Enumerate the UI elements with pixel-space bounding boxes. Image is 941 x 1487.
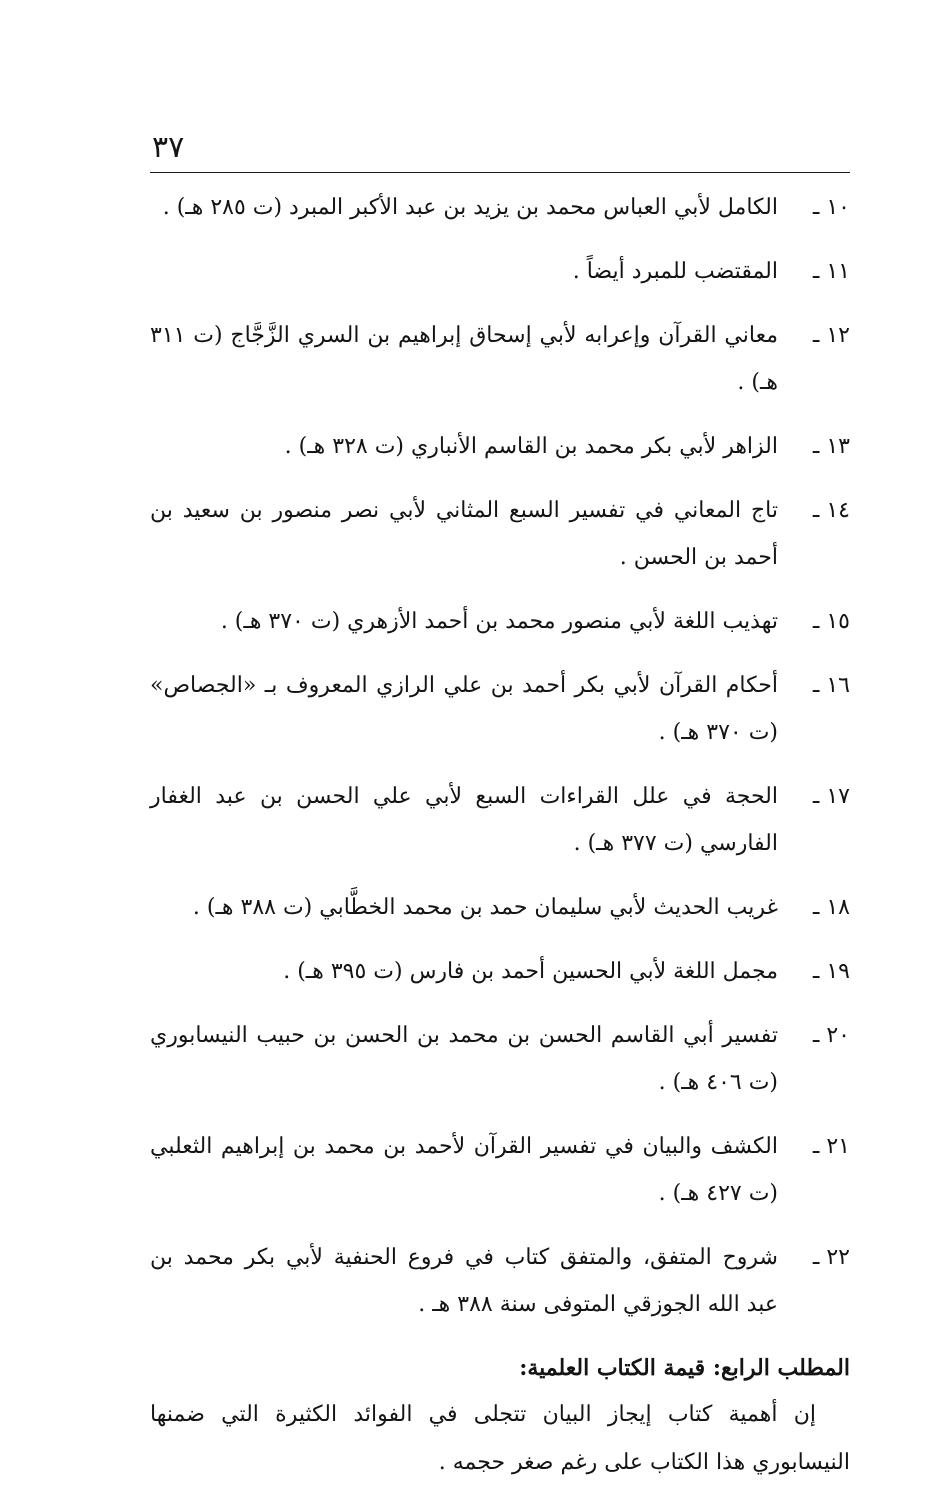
- item-number: ١١ ـ: [812, 259, 850, 284]
- item-text: تهذيب اللغة لأبي منصور محمد بن أحمد الأزهري (ت ٣٧٠ هـ) .: [220, 609, 778, 634]
- page-number: ٣٧: [152, 130, 185, 165]
- item-number: ١٣ ـ: [812, 434, 850, 459]
- item-number: ١٨ ـ: [812, 895, 850, 920]
- list-item: [150, 248, 850, 295]
- list-item: [150, 662, 850, 756]
- item-text: الكشف والبيان في تفسير القرآن لأحمد بن محمد بن إبراهيم الثعلبي (ت ٤٢٧ هـ) .: [150, 1134, 778, 1206]
- item-text: مجمل اللغة لأبي الحسين أحمد بن فارس (ت ٣٩٥ هـ) .: [283, 959, 778, 984]
- list-item: [150, 948, 850, 995]
- item-number: ١٠ ـ: [812, 195, 850, 220]
- item-number: ١٥ ـ: [812, 609, 850, 634]
- list-item: [150, 884, 850, 931]
- item-number: ١٤ ـ: [812, 498, 850, 523]
- body-paragraph: إن أهمية كتاب إيجاز البيان تتجلى في الفوائد الكثيرة التي ضمنها النيسابوري هذا الكتاب على رغم صغر حجمه .: [150, 1402, 850, 1475]
- item-text: الحجة في علل القراءات السبع لأبي علي الحسن بن عبد الغفار الفارسي (ت ٣٧٧ هـ) .: [150, 784, 778, 856]
- list-item: [150, 312, 850, 406]
- item-text: شروح المتفق، والمتفق كتاب في فروع الحنفية لأبي بكر محمد بن عبد الله الجوزقي المتوفى سنة ٣٨٨ هـ .: [150, 1245, 778, 1317]
- list-item: [150, 423, 850, 470]
- list-item: [150, 1234, 850, 1328]
- item-number: ١٦ ـ: [812, 673, 850, 698]
- item-text: المقتضب للمبرد أيضاً .: [572, 259, 778, 284]
- item-number: ٢١ ـ: [812, 1134, 850, 1159]
- list-item: [150, 1012, 850, 1106]
- item-text: تاج المعاني في تفسير السبع المثاني لأبي نصر منصور بن سعيد بن أحمد بن الحسن .: [150, 498, 778, 570]
- item-text: تفسير أبي القاسم الحسن بن محمد بن الحسن بن حبيب النيسابوري (ت ٤٠٦ هـ) .: [150, 1023, 778, 1095]
- item-number: ١٢ ـ: [812, 323, 850, 348]
- list-item: [150, 773, 850, 867]
- item-number: ٢٢ ـ: [812, 1245, 850, 1270]
- item-number: ١٧ ـ: [812, 784, 850, 809]
- item-text: غريب الحديث لأبي سليمان حمد بن محمد الخطَّابي (ت ٣٨٨ هـ) .: [192, 895, 778, 920]
- section-heading: المطلب الرابع: قيمة الكتاب العلمية:: [519, 1355, 850, 1381]
- item-number: ٢٠ ـ: [812, 1023, 850, 1048]
- list-item: [150, 1123, 850, 1217]
- list-item: [150, 487, 850, 581]
- item-text: أحكام القرآن لأبي بكر أحمد بن علي الرازي المعروف بـ «الجصاص» (ت ٣٧٠ هـ) .: [150, 673, 778, 745]
- page-body: [150, 184, 850, 1487]
- list-item: [150, 184, 850, 231]
- item-text: معاني القرآن وإعرابه لأبي إسحاق إبراهيم بن السري الزَّجَّاج (ت ٣١١ هـ) .: [150, 323, 778, 395]
- item-text: الكامل لأبي العباس محمد بن يزيد بن عبد الأكبر المبرد (ت ٢٨٥ هـ) .: [162, 195, 778, 220]
- header-rule: [150, 172, 850, 173]
- item-number: ١٩ ـ: [812, 959, 850, 984]
- list-item: [150, 598, 850, 645]
- item-text: الزاهر لأبي بكر محمد بن القاسم الأنباري (ت ٣٢٨ هـ) .: [284, 434, 778, 459]
